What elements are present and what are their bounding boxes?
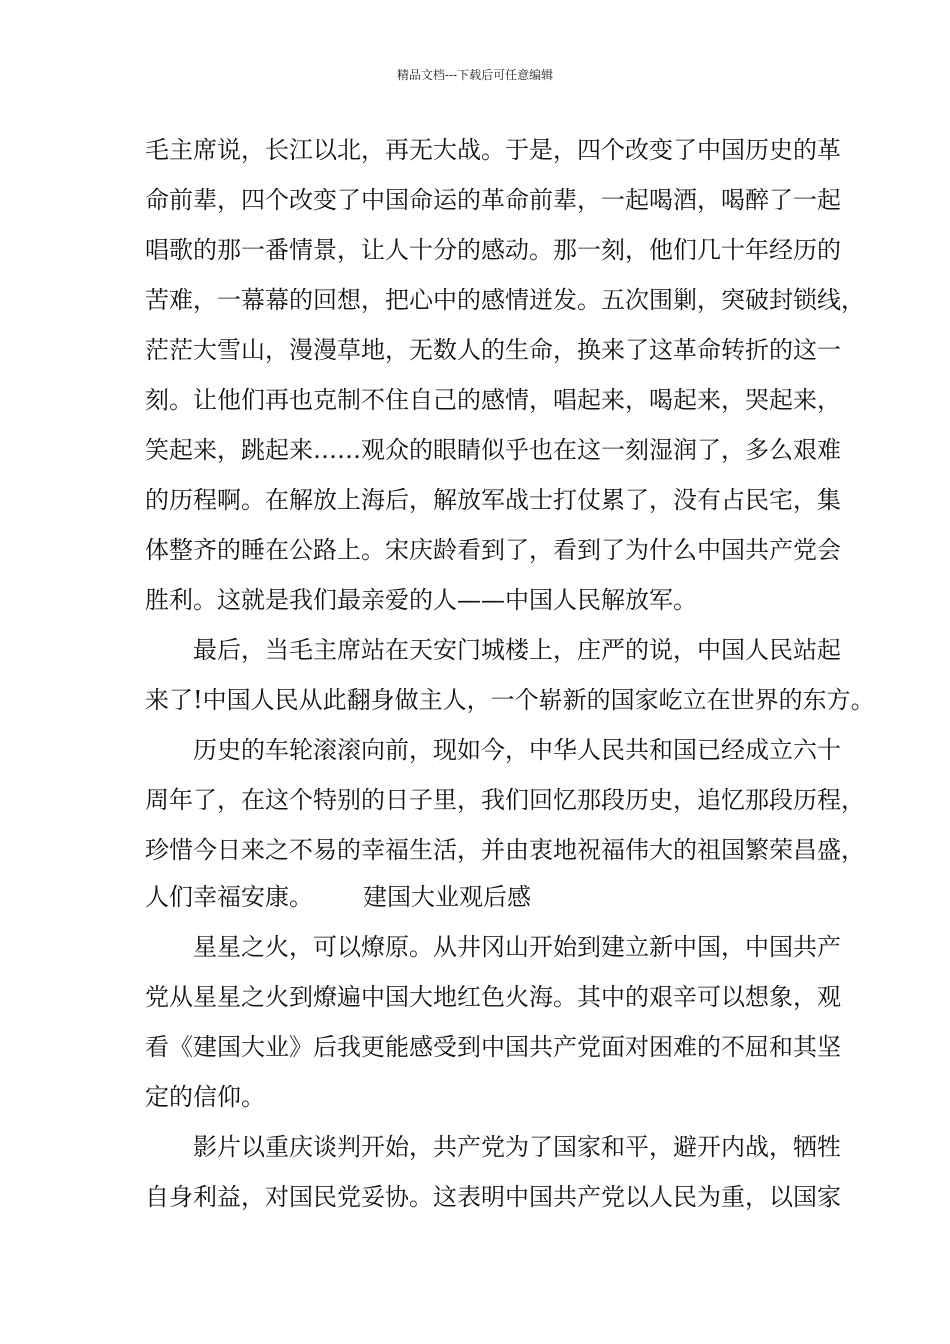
text-line: 来了!中国人民从此翻身做主人，一个崭新的国家屹立在世界的东方。 — [145, 686, 875, 714]
text-line: 的历程啊。在解放上海后，解放军战士打仗累了，没有占民宅，集 — [145, 486, 841, 514]
text-line: 苦难，一幕幕的回想，把心中的感情迸发。五次围剿，突破封锁线， — [145, 286, 865, 314]
text-line: 历史的车轮滚滚向前，现如今，中华人民共和国已经成立六十 — [193, 736, 841, 764]
text-line: 看《建国大业》后我更能感受到中国共产党面对困难的不屈和其坚 — [145, 1033, 841, 1061]
text-line — [145, 882, 531, 912]
text-line: 周年了，在这个特别的日子里，我们回忆那段历史，追忆那段历程， — [145, 786, 865, 814]
section-title: 建国大业观后感 — [363, 883, 531, 911]
text-line: 珍惜今日来之不易的幸福生活，并由衷地祝福伟大的祖国繁荣昌盛， — [145, 836, 865, 864]
text-line: 刻。让他们再也克制不住自己的感情，唱起来，喝起来，哭起来， — [145, 386, 841, 414]
text-line: 茫茫大雪山，漫漫草地，无数人的生命，换来了这革命转折的这一 — [145, 336, 841, 364]
text-line: 命前辈，四个改变了中国命运的革命前辈，一起喝酒，喝醉了一起 — [145, 186, 841, 214]
text-line: 体整齐的睡在公路上。宋庆龄看到了，看到了为什么中国共产党会 — [145, 536, 841, 564]
text-line: 自身利益，对国民党妥协。这表明中国共产党以人民为重，以国家 — [145, 1183, 841, 1211]
text-line: 最后，当毛主席站在天安门城楼上，庄严的说，中国人民站起 — [193, 636, 841, 664]
text-line: 定的信仰。 — [145, 1083, 265, 1111]
text-line: 影片以重庆谈判开始，共产党为了国家和平，避开内战，牺牲 — [193, 1133, 841, 1161]
text-line: 唱歌的那一番情景，让人十分的感动。那一刻，他们几十年经历的 — [145, 236, 841, 264]
text-line: 胜利。这就是我们最亲爱的人——中国人民解放军。 — [145, 586, 697, 614]
text-line: 党从星星之火到燎遍中国大地红色火海。其中的艰辛可以想象，观 — [145, 983, 841, 1011]
page-header: 精品文档---下载后可任意编辑 — [396, 68, 554, 82]
text-line: 星星之火，可以燎原。从井冈山开始到建立新中国，中国共产 — [193, 933, 841, 961]
text-line: 笑起来，跳起来……观众的眼睛似乎也在这一刻湿润了，多么艰难 — [145, 436, 841, 464]
text-line: 毛主席说，长江以北，再无大战。于是，四个改变了中国历史的革 — [145, 136, 841, 164]
text-fragment: 人们幸福安康。 — [145, 883, 313, 911]
